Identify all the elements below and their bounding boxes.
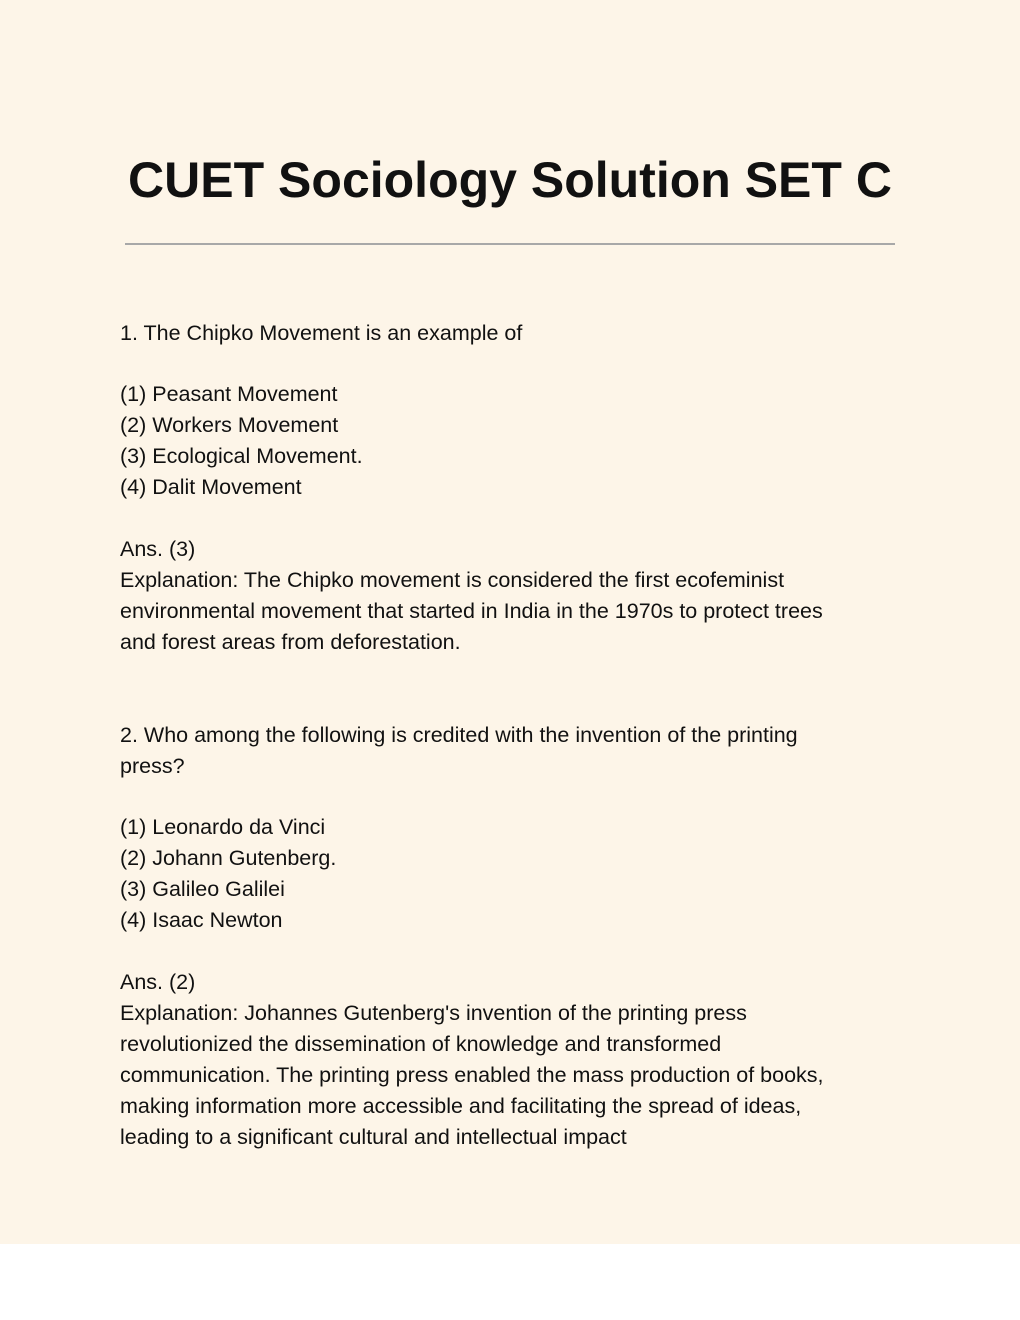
question-block-1	[120, 318, 895, 658]
document-body	[120, 318, 895, 1153]
answer-block	[120, 967, 895, 1153]
title-divider	[125, 243, 895, 245]
explanation-line: leading to a significant cultural and intellectual impact	[120, 1125, 627, 1149]
option-item: (3) Galileo Galilei	[120, 877, 285, 901]
question-text: 2. Who among the following is credited with the invention of the printing press?	[120, 723, 798, 778]
question-spacer	[120, 658, 895, 720]
explanation-line: Explanation: Johannes Gutenberg's invention of the printing press	[120, 1001, 747, 1025]
explanation-line: revolutionized the dissemination of knowledge and transformed	[120, 1032, 722, 1056]
option-item: (1) Leonardo da Vinci	[120, 815, 326, 839]
answer-block	[120, 534, 895, 658]
option-list	[120, 812, 895, 936]
option-item: (4) Isaac Newton	[120, 908, 283, 932]
option-list	[120, 379, 895, 503]
question-block-2	[120, 720, 895, 1153]
answer-label: Ans. (2)	[120, 970, 196, 994]
page-title: CUET Sociology Solution SET C	[128, 152, 892, 208]
page-bottom-margin	[0, 1244, 1020, 1320]
explanation-line: environmental movement that started in India in the 1970s to protect trees	[120, 599, 823, 623]
option-item: (2) Workers Movement	[120, 413, 339, 437]
option-item: (1) Peasant Movement	[120, 382, 338, 406]
question-text: 1. The Chipko Movement is an example of	[120, 321, 523, 345]
option-item: (4) Dalit Movement	[120, 475, 302, 499]
answer-label: Ans. (3)	[120, 537, 196, 561]
explanation-line: communication. The printing press enabled the mass production of books,	[120, 1063, 824, 1087]
explanation-line: and forest areas from deforestation.	[120, 630, 461, 654]
option-item: (2) Johann Gutenberg.	[120, 846, 337, 870]
option-item: (3) Ecological Movement.	[120, 444, 363, 468]
explanation-line: Explanation: The Chipko movement is considered the first ecofeminist	[120, 568, 785, 592]
explanation-line: making information more accessible and facilitating the spread of ideas,	[120, 1094, 802, 1118]
